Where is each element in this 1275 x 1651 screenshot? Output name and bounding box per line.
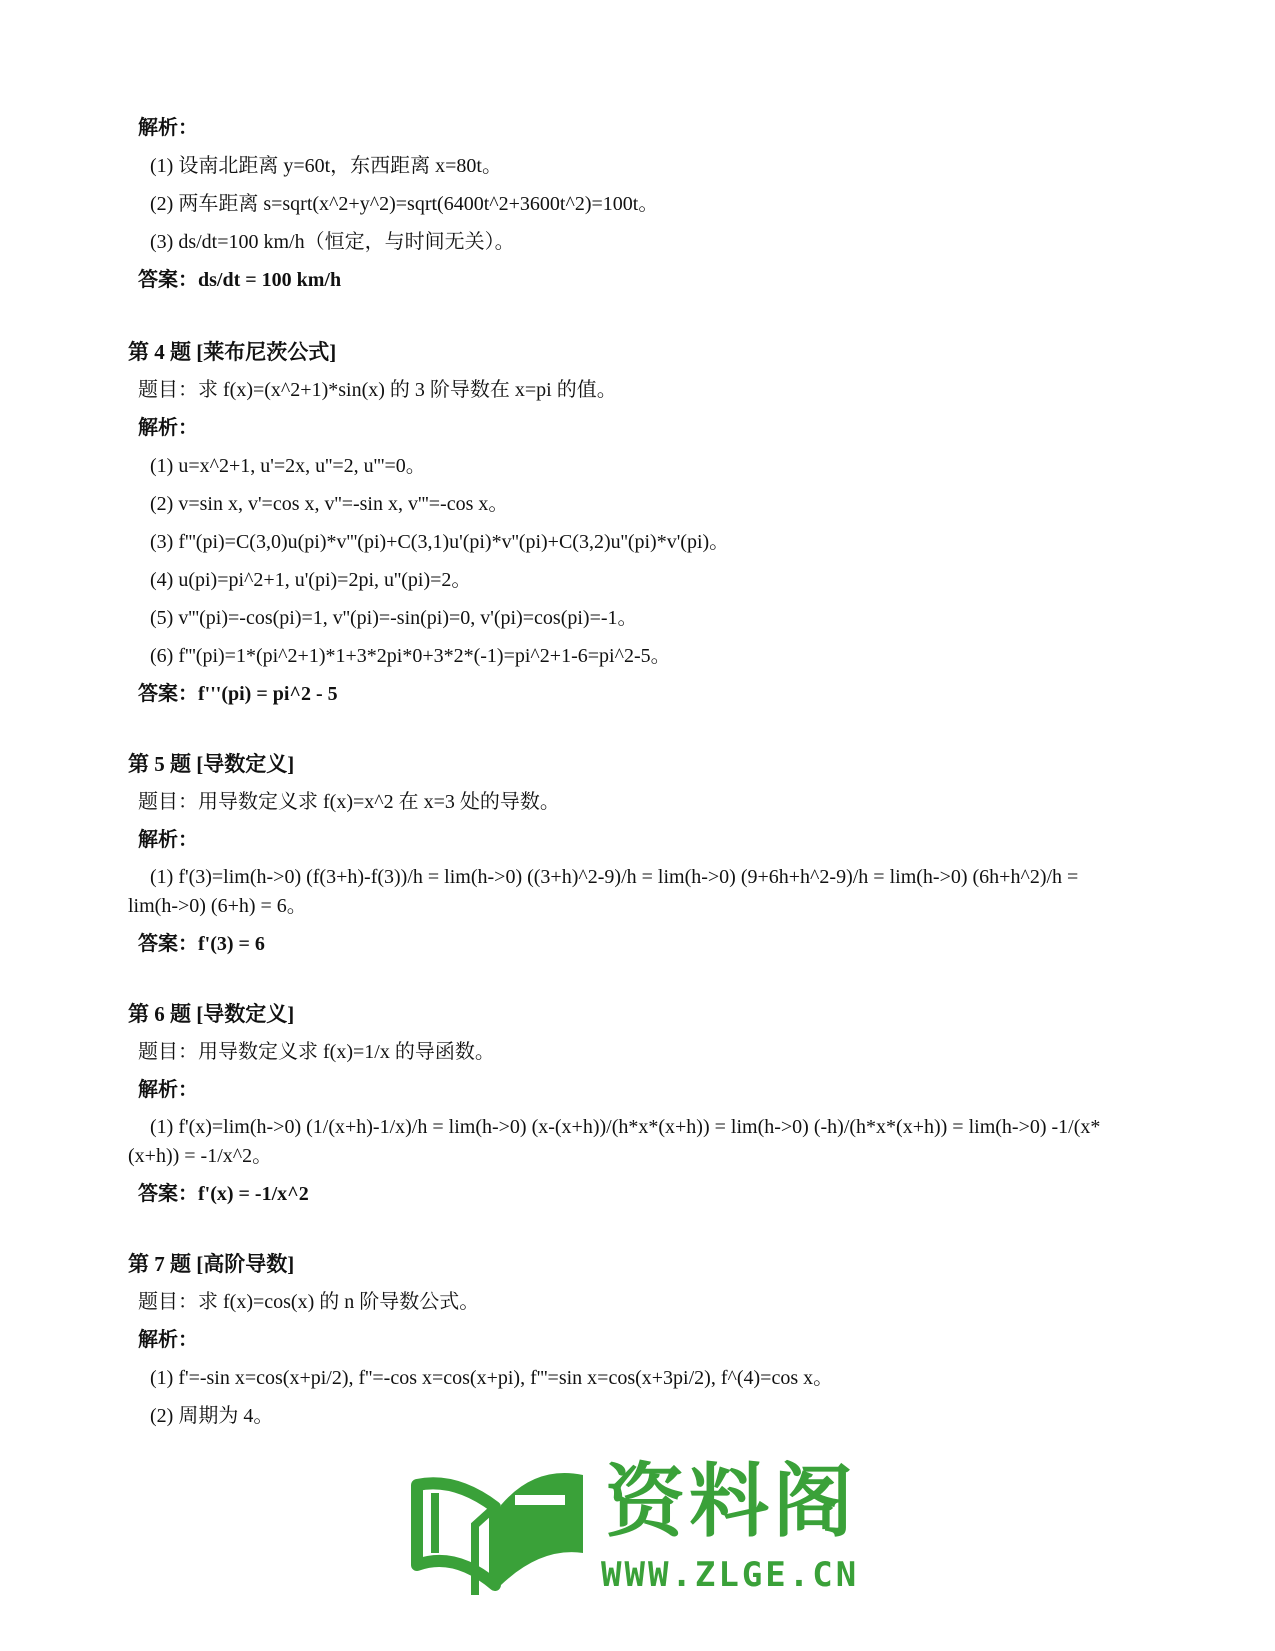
analysis-label: 解析： <box>138 829 198 851</box>
step-line: (2) v=sin x, v'=cos x, v''=-sin x, v'''=-cos x。 <box>150 493 509 515</box>
answer-line: 答案：f'''(pi) = pi^2 - 5 <box>138 683 338 705</box>
answer-line: 答案：f'(x) = -1/x^2 <box>138 1183 309 1205</box>
step-line: (4) u(pi)=pi^2+1, u'(pi)=2pi, u''(pi)=2。 <box>150 569 472 591</box>
question-heading: 第 5 题 [导数定义] <box>128 752 295 776</box>
step-line: (6) f'''(pi)=1*(pi^2+1)*1+3*2pi*0+3*2*(-1)=pi^2+1-6=pi^2-5。 <box>150 645 671 667</box>
question-text: 题目：用导数定义求 f(x)=x^2 在 x=3 处的导数。 <box>138 791 560 813</box>
step-line: (1) f'=-sin x=cos(x+pi/2), f''=-cos x=cos(x+pi), f'''=sin x=cos(x+3pi/2), f^(4)=cos x。 <box>150 1367 834 1389</box>
step-line: (1) f'(3)=lim(h->0) (f(3+h)-f(3))/h = lim(h->0) ((3+h)^2-9)/h = lim(h->0) (9+6h+h^2-9)/h = lim(h->0) (6h+h^2)/h = lim(h->0) (6+h) = 6。 <box>128 866 1079 917</box>
question-text: 题目：用导数定义求 f(x)=1/x 的导函数。 <box>138 1041 495 1063</box>
analysis-label: 解析： <box>138 1079 198 1101</box>
step-line: (1) 设南北距离 y=60t，东西距离 x=80t。 <box>150 155 502 177</box>
analysis-label: 解析： <box>138 1329 198 1351</box>
step-line: (2) 周期为 4。 <box>150 1405 274 1427</box>
analysis-label: 解析： <box>138 417 198 439</box>
answer-line: 答案：ds/dt = 100 km/h <box>138 269 342 291</box>
step-line: (5) v'''(pi)=-cos(pi)=1, v''(pi)=-sin(pi)=0, v'(pi)=cos(pi)=-1。 <box>150 607 638 629</box>
question-text: 题目：求 f(x)=(x^2+1)*sin(x) 的 3 阶导数在 x=pi 的值。 <box>138 379 617 401</box>
analysis-label: 解析： <box>138 117 198 139</box>
question-heading: 第 7 题 [高阶导数] <box>128 1252 295 1276</box>
question-heading: 第 6 题 [导数定义] <box>128 1002 295 1026</box>
watermark-name: 资料阁 <box>605 1455 857 1548</box>
step-line: (2) 两车距离 s=sqrt(x^2+y^2)=sqrt(6400t^2+3600t^2)=100t。 <box>150 193 659 215</box>
step-line: (3) ds/dt=100 km/h（恒定，与时间无关）。 <box>150 231 515 253</box>
watermark-url: WWW.ZLGE.CN <box>601 1555 860 1595</box>
open-book-logo-icon <box>405 1455 605 1605</box>
step-line: (3) f'''(pi)=C(3,0)u(pi)*v'''(pi)+C(3,1)u'(pi)*v''(pi)+C(3,2)u''(pi)*v'(pi)。 <box>150 531 730 553</box>
step-line: (1) f'(x)=lim(h->0) (1/(x+h)-1/x)/h = lim(h->0) (x-(x+h))/(h*x*(x+h)) = lim(h->0) (-h)/(h*x*(x+h)) = lim(h->0) -1/(x*(x+h)) = -1/x^2。 <box>128 1116 1101 1167</box>
watermark-logo <box>405 1455 880 1605</box>
question-heading: 第 4 题 [莱布尼茨公式] <box>128 340 337 364</box>
question-text: 题目：求 f(x)=cos(x) 的 n 阶导数公式。 <box>138 1291 480 1313</box>
step-line: (1) u=x^2+1, u'=2x, u''=2, u'''=0。 <box>150 455 426 477</box>
answer-line: 答案：f'(3) = 6 <box>138 933 265 955</box>
